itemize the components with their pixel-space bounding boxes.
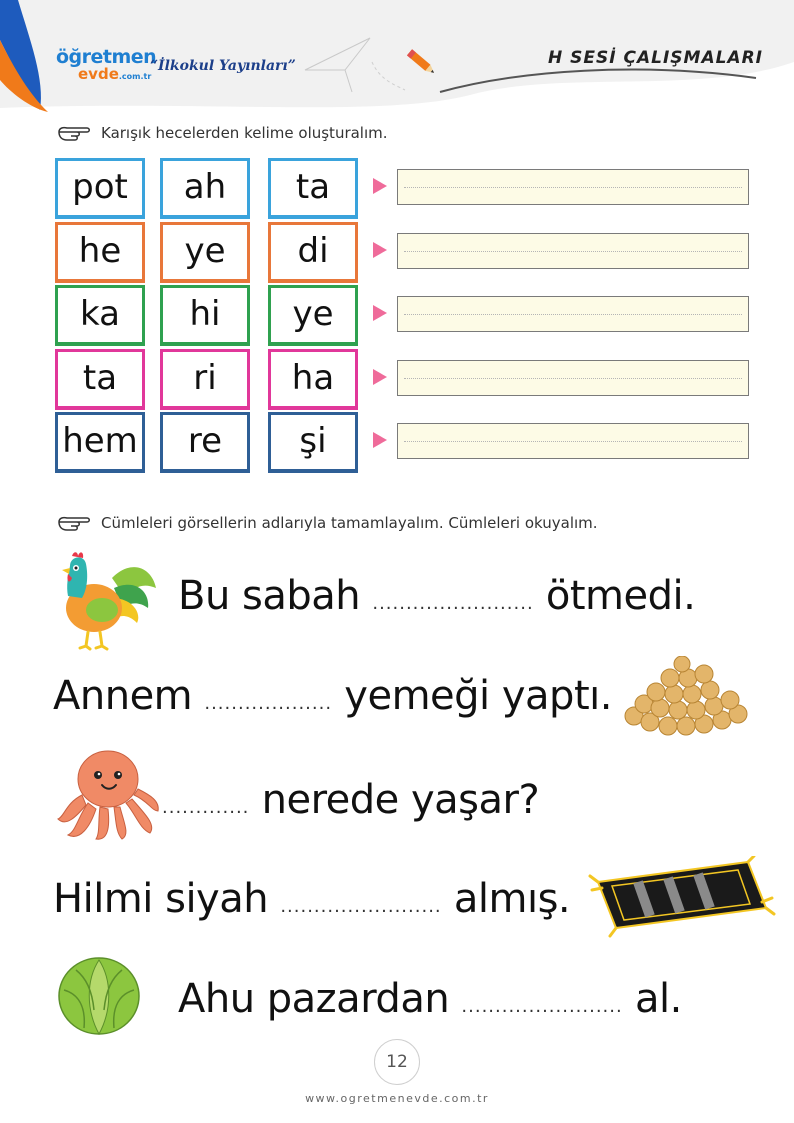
- sentence-1-after: ötmedi.: [545, 573, 696, 619]
- website-url: www.ogretmenevde.com.tr: [305, 1092, 489, 1105]
- instruction-2-text: Cümleleri görsellerin adlarıyla tamamlayalım. Cümleleri okuyalım.: [101, 514, 598, 532]
- sentence-5: [178, 976, 682, 1022]
- page-number: 12: [374, 1039, 420, 1085]
- syllable-box: ta: [268, 158, 358, 215]
- arrow-icon: [373, 178, 387, 194]
- sentence-2: [53, 673, 612, 719]
- brand-sub-text: evde: [78, 65, 119, 83]
- page-title: H SESİ ÇALIŞMALARI: [548, 48, 764, 68]
- syllable-box: ka: [55, 285, 145, 342]
- arrow-icon: [373, 305, 387, 321]
- brand-tagline: “İlkokul Yayınları”: [150, 58, 296, 74]
- sentence-4: [53, 876, 570, 922]
- sentence-3-blank: .............: [162, 797, 250, 818]
- brand-logo: [56, 48, 156, 84]
- syllable-box: şi: [268, 412, 358, 469]
- syllable-box: ta: [55, 349, 145, 406]
- answer-writing-line[interactable]: [397, 360, 749, 396]
- rooster-icon: [52, 548, 160, 652]
- syllable-box: he: [55, 222, 145, 279]
- sentence-1-blank: ........................: [372, 593, 534, 614]
- sentence-4-blank: ........................: [280, 896, 442, 917]
- syllable-box: ri: [160, 349, 250, 406]
- instruction-2: [57, 512, 598, 534]
- instruction-1: [57, 122, 388, 144]
- sentence-1-before: Bu sabah: [178, 573, 361, 619]
- pointing-hand-icon: [57, 512, 91, 534]
- sentence-5-after: al.: [634, 976, 682, 1022]
- syllable-box: pot: [55, 158, 145, 215]
- sentence-4-after: almış.: [453, 876, 571, 922]
- syllable-box: di: [268, 222, 358, 279]
- syllable-box: ha: [268, 349, 358, 406]
- syllable-box: ye: [268, 285, 358, 342]
- brand-domain: .com.tr: [118, 72, 152, 81]
- arrow-icon: [373, 242, 387, 258]
- syllable-box: hi: [160, 285, 250, 342]
- syllable-box: ah: [160, 158, 250, 215]
- brand-main-text: öğretmen: [56, 46, 157, 68]
- syllable-box: ye: [160, 222, 250, 279]
- sentence-3: [162, 777, 539, 823]
- cabbage-icon: [56, 950, 142, 1038]
- sentence-1: [178, 573, 695, 619]
- answer-writing-line[interactable]: [397, 296, 749, 332]
- sentence-2-blank: ...................: [204, 693, 333, 714]
- octopus-icon: [56, 745, 160, 841]
- sentence-4-before: Hilmi siyah: [53, 876, 269, 922]
- arrow-icon: [373, 369, 387, 385]
- sentence-3-after: nerede yaşar?: [261, 777, 540, 823]
- instruction-1-text: Karışık hecelerden kelime oluşturalım.: [101, 124, 388, 142]
- answer-writing-line[interactable]: [397, 233, 749, 269]
- sentence-2-before: Annem: [53, 673, 193, 719]
- pointing-hand-icon: [57, 122, 91, 144]
- syllable-box: hem: [55, 412, 145, 469]
- answer-writing-line[interactable]: [397, 169, 749, 205]
- sentence-5-before: Ahu pazardan: [178, 976, 450, 1022]
- arrow-icon: [373, 432, 387, 448]
- carpet-icon: [588, 856, 776, 940]
- sentence-2-after: yemeği yaptı.: [344, 673, 612, 719]
- answer-writing-line[interactable]: [397, 423, 749, 459]
- pencil-icon: [402, 44, 440, 80]
- chickpeas-icon: [618, 656, 752, 738]
- sentence-5-blank: ........................: [461, 996, 623, 1017]
- syllable-box: re: [160, 412, 250, 469]
